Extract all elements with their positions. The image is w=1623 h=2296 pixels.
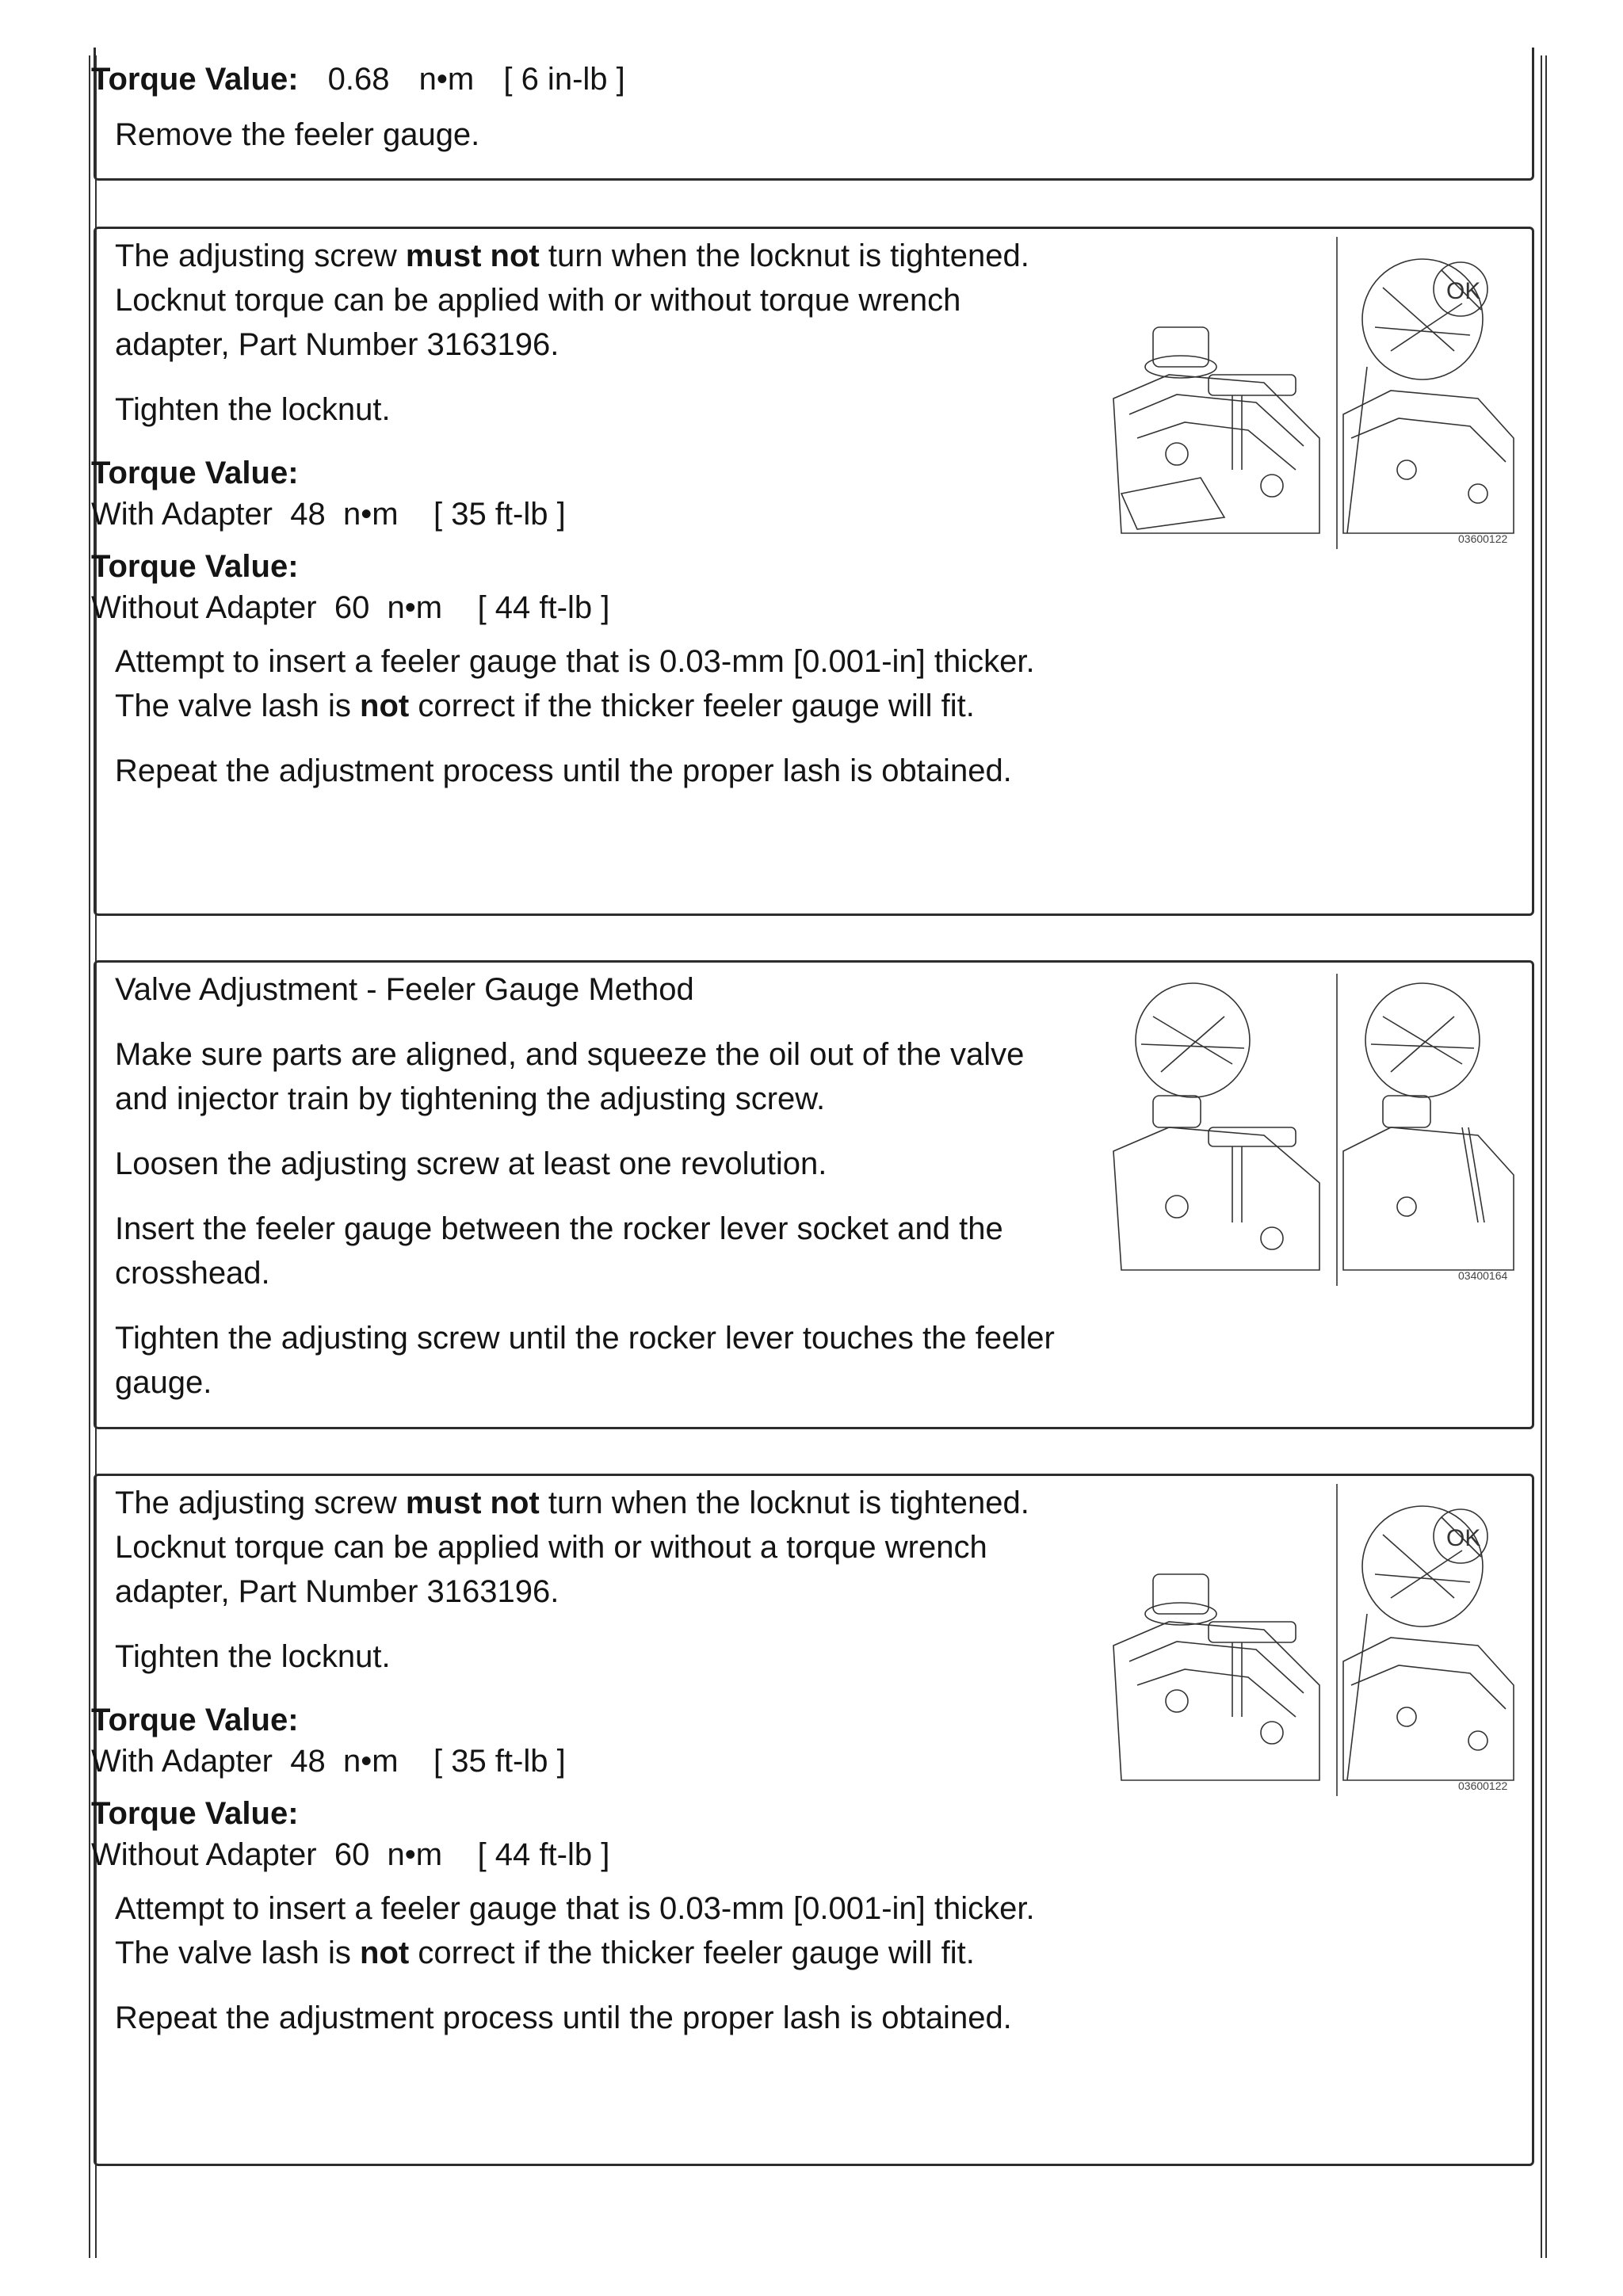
step-feeler-gauge-method [94, 960, 1534, 1429]
svg-text:OK: OK [1446, 1525, 1481, 1551]
right-margin-line [1541, 55, 1542, 2258]
locknut-illustration [1106, 1479, 1518, 1796]
torque-label: Torque Value: [91, 1703, 299, 1737]
torque-value-line [91, 57, 1079, 101]
tighten-locknut-text: Tighten the locknut. [115, 392, 391, 427]
attempt-thicker-gauge-text [115, 639, 1079, 728]
torque-with-adapter: With Adapter 48 n•m [ 35 ft-lb ] [91, 1744, 566, 1779]
torque-unit: n•m [418, 62, 475, 97]
attempt-emphasis: not [360, 1936, 410, 1970]
caution-text [115, 1481, 1079, 1614]
attempt-text-end: correct if the thicker feeler gauge will fit. [409, 688, 975, 723]
attempt-text-start: Attempt to insert a feeler gauge that is 0.03-mm [0.001-in] thicker. The valve lash is [115, 1891, 1035, 1970]
repeat-adjustment-text: Repeat the adjustment process until the proper lash is obtained. [115, 2000, 1012, 2035]
torque-label: Torque Value: [91, 62, 299, 97]
feeler-gauge-illustration-drawing [1106, 969, 1518, 1286]
torque-label: Torque Value: [91, 549, 299, 584]
locknut-illustration [1106, 232, 1518, 549]
attempt-text-end: correct if the thicker feeler gauge will fit. [409, 1936, 975, 1970]
torque-value: 0.68 [327, 62, 390, 97]
torque-without-adapter: Without Adapter 60 n•m [ 44 ft-lb ] [91, 590, 610, 625]
left-margin-line [89, 55, 90, 2258]
tighten-screw-text: Tighten the adjusting screw until the rocker lever touches the feeler gauge. [115, 1321, 1055, 1400]
caution-text [115, 234, 1079, 367]
figure-code: 03400164 [1458, 1269, 1508, 1282]
svg-text:OK: OK [1446, 278, 1481, 304]
remove-feeler-gauge-text: Remove the feeler gauge. [115, 117, 480, 152]
step-remove-feeler-gauge [91, 48, 1534, 181]
tighten-locknut-text: Tighten the locknut. [115, 1639, 391, 1674]
torque-label: Torque Value: [91, 1796, 299, 1831]
loosen-screw-text: Loosen the adjusting screw at least one revolution. [115, 1146, 827, 1181]
caution-text-end: turn when the locknut is tightened. Locknut torque can be applied with or without torque wrench adapter, Part Number 3163196. [115, 238, 1029, 362]
locknut-illustration-drawing [1106, 232, 1518, 549]
step-tighten-locknut-2 [91, 1474, 1534, 2166]
attempt-text-start: Attempt to insert a feeler gauge that is 0.03-mm [0.001-in] thicker. The valve lash is [115, 644, 1035, 723]
attempt-emphasis: not [360, 688, 410, 723]
torque-without-adapter: Without Adapter 60 n•m [ 44 ft-lb ] [91, 1837, 610, 1872]
attempt-thicker-gauge-text [115, 1886, 1079, 1975]
repeat-adjustment-text: Repeat the adjustment process until the proper lash is obtained. [115, 753, 1012, 788]
torque-label: Torque Value: [91, 456, 299, 490]
figure-code: 03600122 [1458, 532, 1508, 545]
insert-feeler-gauge-text: Insert the feeler gauge between the rocker lever socket and the crosshead. [115, 1211, 1003, 1291]
caution-text-start: The adjusting screw [115, 238, 406, 273]
figure-code: 03600122 [1458, 1779, 1508, 1792]
feeler-gauge-illustration [1106, 969, 1518, 1286]
locknut-illustration-drawing [1106, 1479, 1518, 1796]
caution-emphasis: must not [405, 1486, 540, 1520]
step-tighten-locknut-1 [91, 227, 1534, 916]
align-parts-text: Make sure parts are aligned, and squeeze the oil out of the valve and injector train by tightening the adjusting screw. [115, 1037, 1025, 1116]
caution-text-start: The adjusting screw [115, 1486, 406, 1520]
section-title: Valve Adjustment - Feeler Gauge Method [115, 972, 694, 1007]
torque-imperial: [ 6 in-lb ] [503, 62, 625, 97]
right-margin-line-inner [1545, 55, 1547, 2258]
torque-with-adapter: With Adapter 48 n•m [ 35 ft-lb ] [91, 497, 566, 532]
caution-text-end: turn when the locknut is tightened. Locknut torque can be applied with or without a torque wrench adapter, Part Number 3163196. [115, 1486, 1029, 1609]
caution-emphasis: must not [405, 238, 540, 273]
